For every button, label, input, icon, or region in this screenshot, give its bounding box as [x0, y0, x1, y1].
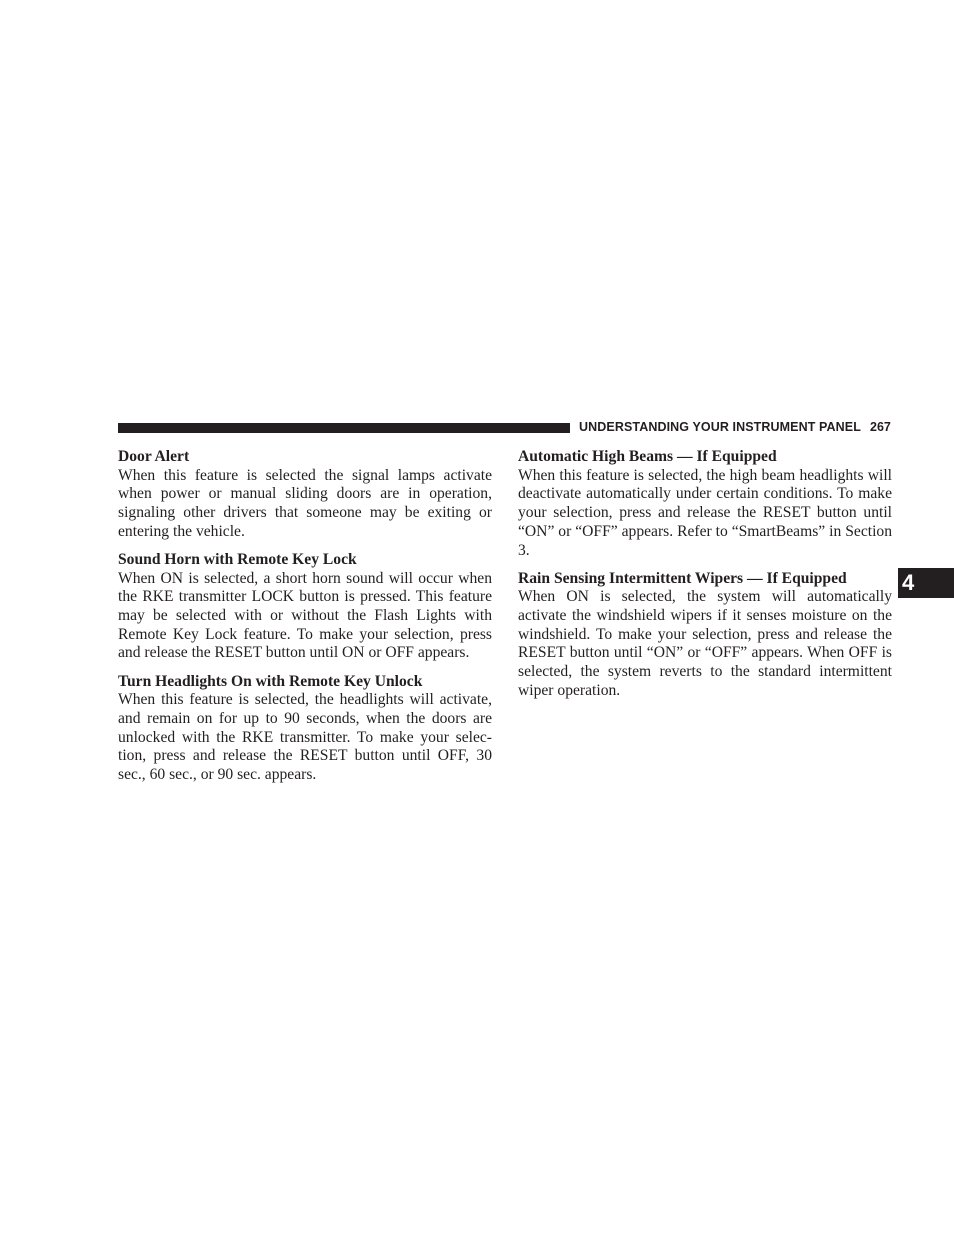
section-rain-sensing-wipers	[518, 570, 892, 701]
section-sound-horn	[118, 551, 492, 663]
section-heading: Automatic High Beams — If Equipped	[518, 448, 777, 465]
section-body: When this feature is selected the signal lamps activate when power or manual sliding doors are in operation, signaling other drivers that someone may be exiting or entering the vehicle.	[118, 466, 492, 540]
section-tab: 4	[898, 568, 954, 598]
left-column	[118, 448, 492, 794]
section-body: When ON is selected, a short horn sound will occur when the RKE transmitter LOCK button is pressed. This feature may be selected with or without the Flash Lights with Remote Key Lock feature. To make your selection, press and release the RESET button until ON or OFF appears.	[118, 569, 492, 662]
section-heading: Sound Horn with Remote Key Lock	[118, 550, 357, 568]
page-number: 267	[870, 420, 891, 434]
section-turn-headlights	[118, 673, 492, 785]
section-body: When this feature is selected, the headlights will activate, and remain on for up to 90 seconds, when the doors are unlocked with the RKE transmitter. To make your selection, press and release the RESET button until OFF, 30 sec., 60 sec., or 90 sec. appears.	[118, 691, 492, 784]
section-body: When this feature is selected, the high beam headlights will deactivate automatically under certain conditions. To make your selection, press and release the RESET button until “ON” or “OFF” appears. Refer to “SmartBeams” in Section 3.	[518, 466, 892, 559]
section-automatic-high-beams	[518, 448, 892, 560]
section-heading: Turn Headlights On with Remote Key Unlock	[118, 672, 423, 690]
section-door-alert	[118, 448, 492, 542]
section-body: When ON is selected, the system will automatically activate the windshield wipers if it senses moisture on the windshield. To make your selection, press and release the RESET button until “ON” or “OFF” appears. When OFF is selected, the system reverts to the standard intermittent wiper operation.	[518, 588, 892, 699]
section-heading: Rain Sensing Intermittent Wipers — If Equipped	[518, 569, 847, 587]
right-column	[518, 448, 892, 710]
running-header-title: UNDERSTANDING YOUR INSTRUMENT PANEL	[579, 420, 861, 434]
section-heading: Door Alert	[118, 448, 190, 465]
header-rule	[118, 423, 570, 433]
